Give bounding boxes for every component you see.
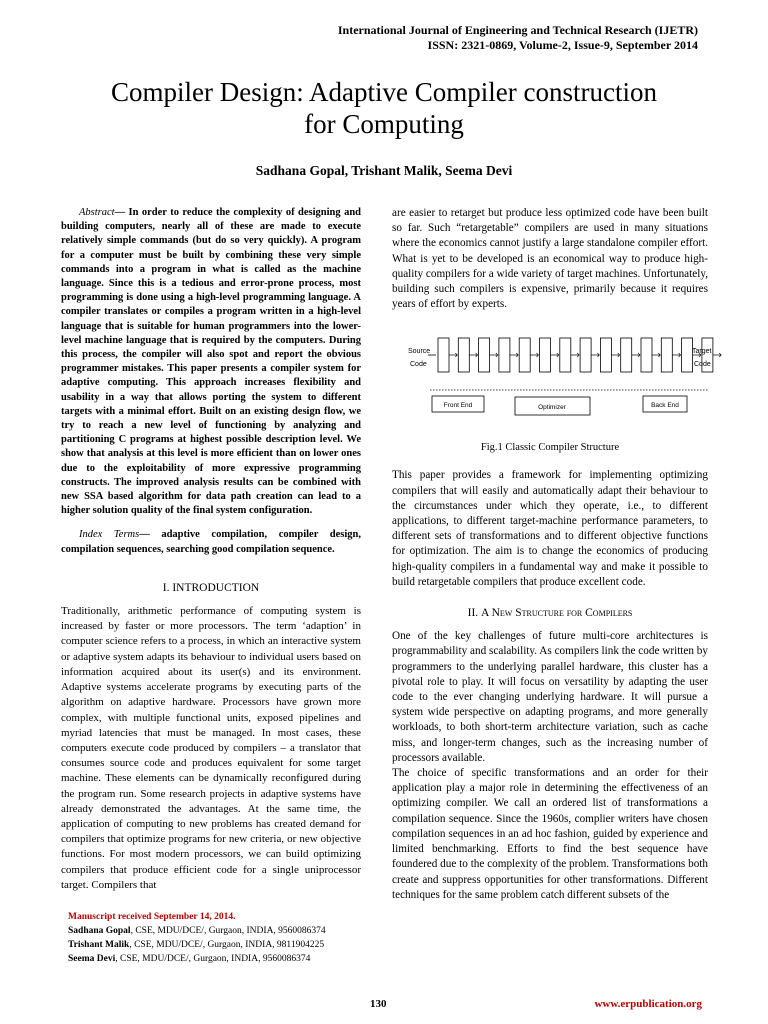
manuscript-received: Manuscript received September 14, 2014.	[68, 912, 236, 922]
publisher-url[interactable]: www.erpublication.org	[594, 998, 702, 1010]
abstract-label: Abstract	[79, 207, 115, 218]
footnote-author-2-name: Trishant Malik	[68, 940, 130, 950]
pass-box	[458, 338, 469, 372]
right-column	[392, 206, 712, 903]
introduction-text: Traditionally, arithmetic performance of computing system is increased by faster or more processors. The term ‘adaption’ in computer science refers to a process, in which an interactive system or adaptive system adapts its behaviour to individual users based on information acquired about its user(s) and its environment. Adaptive systems accelerate programs by executing parts of the algorithm on adaptive hardware. Processors have grown more complex, with multiple functional units, exposed pipelines and myriad latencies that must be managed. In most cases, these computers execute code produced by compilers – a translator that consumes source code and produces equivalent for some target machine. These elements can be dynamically reconfigured during the program run. Some research projects in adaptive systems have already demonstrated the advantages. At the same time, the application of computing to new problems has created demand for compilers that optimize programs for new criteria, or new objective functions. For most modern processors, we can build optimizing compilers that produce efficient code for a single uniprocessor target. Compilers that	[61, 605, 361, 891]
paper-title	[0, 76, 768, 140]
pass-box	[519, 338, 530, 372]
journal-header	[338, 23, 698, 53]
source-label-1: Source	[408, 348, 431, 356]
right-paragraph-1: are easier to retarget but produce less optimized code have been built so far. Such “retargetable” compilers are used in many situations where the economics cannot justify a large standalone compiler effort. What is yet to be developed is an economical way to produce high-quality compilers for a wide variety of target machines. Unfortunately, building such compilers is expensive, primarily because it requires years of effort by experts.	[392, 207, 708, 311]
section2-title: A New Structure for Compilers	[481, 607, 633, 620]
footnote-author-3-name: Seema Devi	[68, 954, 116, 964]
abstract-text: — In order to reduce the complexity of designing and building computers, nearly all of these are made to execute relatively simple commands (but do so very quickly). A program for a computer must be built by combining these very simple commands into a program in what is called as the machine language. Since this is a tedious and error-prone process, most programming is done using a high-level programming language. A compiler translates or compiles a program written in a high-level language that is suitable for human programmers into the lower-level machine language that is required by the computers. During this process, the compiler will also spot and report the obvious programmer mistakes. This paper presents a compiler system for adaptive computing. This approach increases flexibility and usability in a way that allows porting the system to different targets with a minimal effort. Built on an existing design flow, we try to reach a new level of functioning by analyzing and partitioning C programs at highest possible description level. We show that analysis at this level is more efficient than on lower ones due to the exploitability of more expressive programming constructs. The improved analysis results can be combined with new SSA based algorithm for data path creation can lead to a higher solution quality of the final system configuration.	[61, 207, 361, 517]
pass-box	[540, 338, 551, 372]
footnote-author-3-info: , CSE, MDU/DCE/, Gurgaon, INDIA, 9560086374	[115, 954, 311, 964]
section-heading-introduction: I. INTRODUCTION	[162, 581, 260, 594]
pass-box	[560, 338, 571, 372]
source-label-2: Code	[410, 361, 427, 369]
index-terms	[61, 528, 361, 556]
footnote-author-1	[68, 924, 388, 938]
figure-caption: Fig.1 Classic Compiler Structure	[480, 441, 620, 453]
pass-box	[479, 338, 490, 372]
right-paragraph-3: One of the key challenges of future multi-core architectures is programmability and scalability. As compilers link the code written by programmers to the underlying parallel hardware, this cluster has a pivotal role to play. It will focus on versatility by adapting the user code to the ever changing underlying hardware. It will pursue a system wide perspective on adapting programs, and more generally workloads, to both short-term architecture variation, such as cache miss, and longer-term changes, such as the increasing number of processors available.	[392, 630, 708, 764]
compiler-structure-diagram	[392, 334, 712, 430]
pass-box	[600, 338, 611, 372]
section2-number: II.	[467, 607, 482, 620]
back-end-label: Back End	[651, 402, 679, 410]
pass-boxes	[438, 338, 721, 372]
figure-compiler-structure	[392, 334, 712, 453]
paper-authors: Sadhana Gopal, Trishant Malik, Seema Devi	[255, 163, 513, 178]
front-end-label: Front End	[443, 402, 473, 410]
pass-box	[438, 338, 449, 372]
right-paragraph-4: The choice of specific transformations and an order for their application play a major role in determining the effectiveness of an optimizing compiler. We call an ordered list of transformations a compilation sequence. Since the 1960s, complier writers have chosen compilation sequences in an ad hoc fashion, guided by experience and limited benchmarking. Efforts to find the best sequence have foundered due to the complexity of the problem. Transformations both create and suppress opportunities for other transformations. Different techniques for the same problem catch different subsets of the	[392, 767, 708, 901]
footnote-author-2	[68, 938, 388, 952]
pass-box	[499, 338, 510, 372]
title-line-1: Compiler Design: Adaptive Compiler construction	[111, 77, 657, 107]
index-terms-label: Index Terms	[79, 529, 140, 541]
footnote	[68, 910, 388, 966]
footnote-author-2-info: , CSE, MDU/DCE/, Gurgaon, INDIA, 9811904225	[129, 940, 325, 950]
pass-box	[621, 338, 632, 372]
title-line-2: for Computing	[304, 109, 464, 139]
index-terms-text: — adaptive compilation, compiler design, compilation sequences, searching good compilation sequence.	[61, 529, 361, 555]
target-label-1: Target	[692, 348, 712, 356]
footnote-author-3	[68, 952, 388, 966]
left-column	[61, 206, 361, 893]
right-paragraph-2: This paper provides a framework for implementing optimizing compilers that will easily and automatically adapt their behaviour to the circumstances under which they operate, i.e., to different applications, to different target-machine performance parameters, to different sets of transformations and to different objective functions for optimization. The aim is to change the economics of producing high-quality compilers in a fundamental way and make it possible to build retargetable compilers that produce excellent code.	[392, 469, 708, 588]
journal-issn: ISSN: 2321-0869, Volume-2, Issue-9, September 2014	[427, 38, 698, 52]
page-number: 130	[370, 998, 387, 1010]
footnote-author-1-info: , CSE, MDU/DCE/, Gurgaon, INDIA, 9560086374	[130, 926, 326, 936]
section-heading-new-structure	[392, 606, 708, 621]
target-label-2: Code	[694, 361, 711, 369]
footnote-author-1-name: Sadhana Gopal	[68, 926, 131, 936]
pass-box	[580, 338, 591, 372]
optimizer-label: Optimizer	[538, 404, 566, 412]
journal-name: International Journal of Engineering and Technical Research (IJETR)	[337, 23, 698, 37]
pass-box	[682, 338, 693, 372]
abstract	[61, 206, 361, 518]
pass-box	[661, 338, 672, 372]
pass-box	[641, 338, 652, 372]
